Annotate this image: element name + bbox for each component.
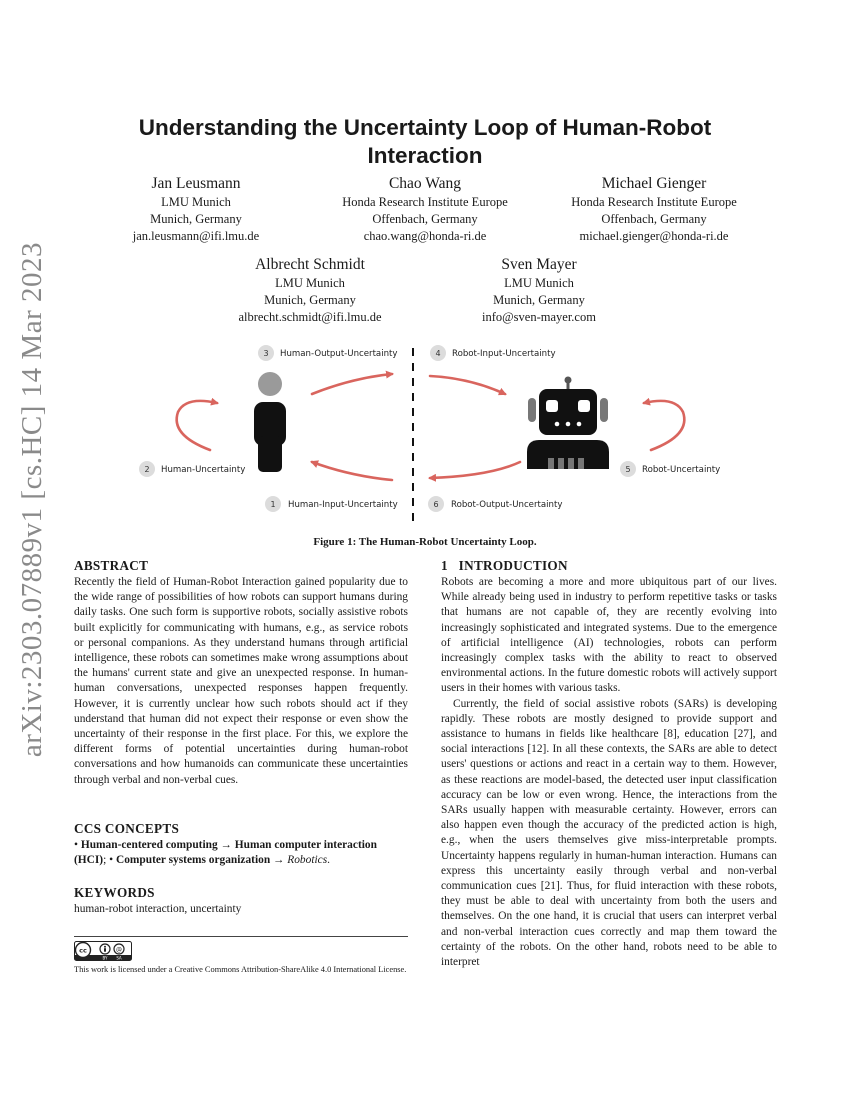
ccs-text: • Human-centered computing → Human computer interaction (HCI); • Computer systems organization → Robotics. [74, 839, 377, 867]
author-1 [86, 174, 306, 245]
figure-caption: Figure 1: The Human-Robot Uncertainty Loop. [313, 536, 537, 548]
label-text: Human-Input-Uncertainty [288, 500, 398, 510]
label-num: 3 [263, 349, 269, 358]
author-affiliation: LMU Munich [161, 195, 231, 209]
author-location: Munich, Germany [150, 212, 242, 226]
keywords-section [74, 884, 408, 917]
svg-text:SA: SA [116, 955, 122, 961]
author-email: chao.wang@honda-ri.de [363, 229, 487, 243]
ccs-item2b: Robotics [287, 854, 328, 867]
label-text: Robot-Uncertainty [642, 465, 721, 475]
ccs-section [74, 820, 408, 868]
label-num: 6 [433, 500, 439, 509]
robot-icon [527, 377, 609, 470]
ccs-arrow: → [220, 839, 232, 851]
label-num: 1 [270, 500, 276, 509]
uncertainty-loop-figure [120, 340, 740, 530]
author-affiliation: Honda Research Institute Europe [342, 195, 508, 209]
right-column [441, 557, 777, 970]
paper-title: Understanding the Uncertainty Loop of Human-Robot Interaction [138, 115, 712, 168]
author-location: Munich, Germany [493, 293, 585, 307]
author-5 [429, 255, 649, 326]
cc-license-badge [74, 941, 132, 961]
label-human-output-uncertainty [258, 345, 398, 361]
human-self-loop-arrow [177, 401, 217, 450]
svg-text:cc: cc [79, 946, 87, 955]
ccs-item1: Human-centered computing [80, 839, 218, 851]
author-3 [544, 174, 764, 245]
label-text: Robot-Output-Uncertainty [451, 500, 563, 510]
robot-self-loop-arrow [644, 401, 684, 450]
author-email: jan.leusmann@ifi.lmu.de [132, 229, 260, 243]
label-num: 2 [144, 465, 150, 474]
intro-paragraph-1: Robots are becoming a more and more ubiquitous part of our lives. While already being used in industry to perform repetitive tasks or tasks that humans are not capable of, they are recently evolving into increasingly sophisticated and integrated systems. Due to the emergence of artificial intelligence (AI) technologies, robots can perform increasingly complex tasks with the ability to react to observed environmental actions. In the future domestic robots will actively support users in their homes with various tasks. [441, 576, 777, 695]
author-4 [200, 255, 420, 326]
label-text: Human-Output-Uncertainty [280, 349, 398, 359]
author-name: Chao Wang [388, 175, 462, 192]
svg-text:BY: BY [102, 955, 108, 961]
author-location: Offenbach, Germany [372, 212, 478, 226]
label-text: Human-Uncertainty [161, 465, 246, 475]
author-2 [315, 174, 535, 245]
ccs-bullet: • [74, 839, 78, 851]
author-location: Munich, Germany [264, 293, 356, 307]
ccs-arrow: → [273, 854, 285, 867]
ccs-heading: CCS CONCEPTS [74, 821, 180, 836]
keywords-heading: KEYWORDS [74, 885, 155, 900]
human-icon [254, 372, 286, 472]
author-affiliation: Honda Research Institute Europe [571, 195, 737, 209]
author-email: info@sven-mayer.com [482, 310, 596, 324]
keywords-text: human-robot interaction, uncertainty [74, 903, 242, 915]
label-robot-uncertainty [620, 461, 720, 477]
arrow-boundary-to-human [312, 462, 392, 480]
author-email: albrecht.schmidt@ifi.lmu.de [238, 310, 382, 324]
author-email: michael.gienger@honda-ri.de [579, 229, 729, 243]
label-robot-input-uncertainty [430, 345, 556, 361]
intro-heading: 1 INTRODUCTION [441, 558, 568, 573]
label-num: 5 [625, 465, 631, 474]
label-num: 4 [435, 349, 441, 358]
arrow-robot-to-boundary [430, 462, 520, 478]
arrow-human-to-boundary [312, 374, 392, 394]
svg-text:@: @ [116, 946, 122, 954]
arxiv-id: arXiv:2303.07889v1 [cs.HC] 14 Mar 2023 [15, 242, 48, 758]
author-affiliation: LMU Munich [504, 276, 574, 290]
label-human-input-uncertainty [265, 496, 398, 512]
left-column [74, 557, 408, 788]
ccs-item1b: Human computer interaction (HCI) [74, 839, 377, 867]
ccs-item2: Computer systems organization [115, 854, 271, 867]
abstract-heading: ABSTRACT [74, 558, 149, 573]
author-location: Offenbach, Germany [601, 212, 707, 226]
label-text: Robot-Input-Uncertainty [452, 349, 556, 359]
footer-rule [74, 936, 408, 937]
author-name: Jan Leusmann [151, 175, 241, 192]
arxiv-stamp [12, 242, 52, 758]
label-robot-output-uncertainty [428, 496, 562, 512]
abstract-text: Recently the field of Human-Robot Interaction gained popularity due to the wide range of possibilities of how robots can support humans during daily tasks. One such form is supportive robots, socially assistive robots built explicitly for communicating with humans, e.g., as service robots or personal companions. As they understand humans through artificial intelligence, these robots can sometimes make wrong assumptions about the humans' current state and give an unexpected response. In human-human conversations, unexpected responses happen frequently. However, it is currently unclear how such robots should act if they understand that human did not expect their response or even show the uncertainty of their response in the first place. For this, we explore the different forms of potential uncertainties during human-robot conversations and how humanoids can communicate these uncertainties through verbal and non-verbal cues. [74, 576, 408, 786]
arrow-boundary-to-robot [430, 376, 505, 394]
ccs-bullet: • [109, 854, 114, 867]
author-affiliation: LMU Munich [275, 276, 345, 290]
author-name: Michael Gienger [601, 175, 707, 192]
intro-paragraph-2: Currently, the field of social assistive robots (SARs) is developing rapidly. These robots are mostly designed to provide support and assistance to humans in fields like healthcare [8], education [27], and social interactions [12]. In all these contexts, the SARs are able to detect users' questions or actions and react in a certain way to them. However, as these reactions are model-based, the detected user input classification accuracy can be low or even wrong. Hence, the interactions from the SARs usually happen with measurable certainty. However, errors can also happen even though the accuracy of the predicted action is high, e.g., when the users themselves give miss-interpretable prompts. Uncertainty happens regularly in human-human interaction. Humans can express this uncertainty easily through verbal and non-verbal communication cues [21]. Thus, for fluid interaction with these robots, they must be able to deal with uncertainty from both the users and themselves. On the one hand, it is crucial that users can interpret verbal and non-verbal interaction cues correctly and map them toward the certainty of the robots. On the other hand, robots need to be able to interpret [441, 697, 777, 969]
label-human-uncertainty [139, 461, 245, 477]
author-name: Sven Mayer [501, 256, 577, 273]
license-text: This work is licensed under a Creative Commons Attribution-ShareAlike 4.0 International License. [74, 965, 407, 974]
author-name: Albrecht Schmidt [255, 256, 365, 273]
